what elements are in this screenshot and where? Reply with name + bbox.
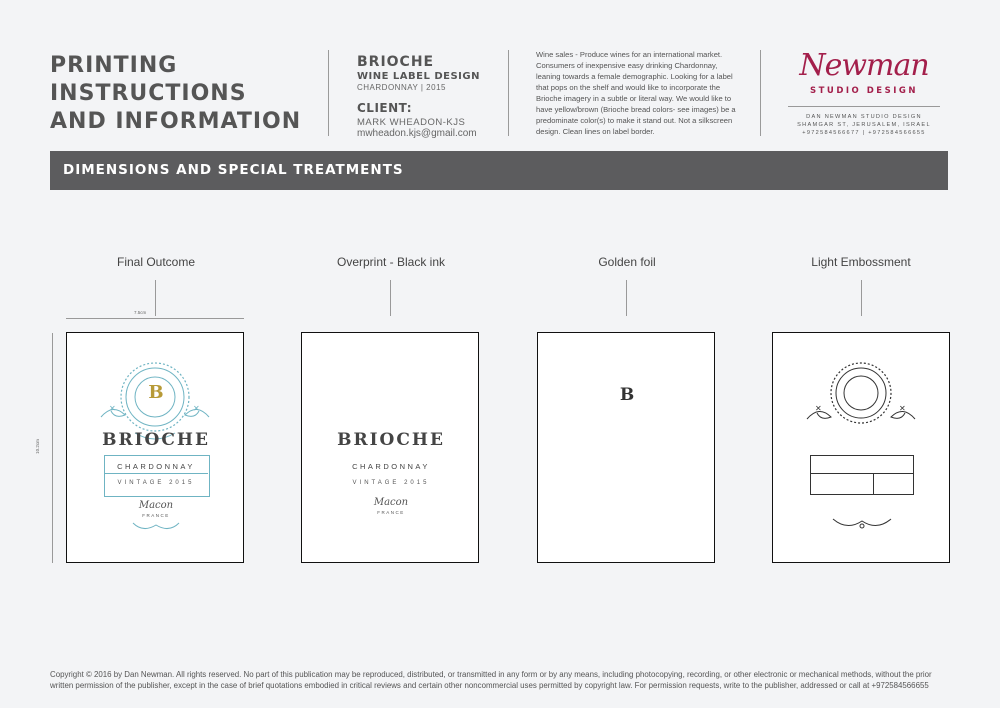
project-subtitle: WINE LABEL DESIGN [357, 71, 480, 82]
column-tick-overprint [390, 280, 391, 316]
project-info [357, 54, 480, 139]
varietal-overprint: CHARDONNAY [352, 462, 430, 471]
width-dimension-line [66, 318, 244, 319]
client-email[interactable]: mwheadon.kjs@gmail.com [357, 128, 477, 139]
brand-name-overprint: BRIOCHE [337, 430, 445, 450]
address-line-1: DAN NEWMAN STUDIO DESIGN [806, 114, 922, 120]
studio-address [778, 113, 950, 137]
width-dimension-label: 7.5cm [134, 310, 147, 315]
logo-studio: STUDIO DESIGN [810, 86, 918, 96]
project-name: BRIOCHE [357, 54, 435, 70]
page-title [50, 52, 301, 136]
copyright-footer: Copyright © 2016 by Dan Newman. All rights reserved. No part of this publication may be reproduced, distributed, or transmitted in any form or by any means, including photocopying, recording, or other electronic or mechanical methods, without the prior written permission of the publisher, except in the case of brief quotations embodied in critical reviews and certain other noncommercial uses permitted by copyright law. For permission requests, write to the publisher, addressed or call at +972584566655 [50, 670, 932, 690]
title-line-2: INSTRUCTIONS [50, 81, 247, 106]
monogram-gold: B [148, 382, 164, 403]
emboss-frame [810, 455, 914, 495]
emboss-frame-split [873, 473, 874, 495]
svg-text:✕: ✕ [193, 404, 200, 413]
header-divider-2 [508, 50, 509, 136]
column-label-foil: Golden foil [598, 255, 656, 269]
vintage-overprint: VINTAGE 2015 [352, 480, 430, 486]
region-script: Macon [138, 500, 174, 511]
section-banner [50, 151, 948, 190]
label-card-overprint [301, 332, 479, 563]
country: FRANCE [142, 513, 170, 518]
bottom-flourish [131, 519, 181, 533]
address-line-2: SHAMGAR ST, JERUSALEM, ISRAEL [797, 122, 931, 128]
title-line-1: PRINTING [50, 53, 178, 78]
svg-text:✕: ✕ [815, 404, 822, 413]
svg-text:✕: ✕ [899, 404, 906, 413]
address-line-3: +972584566677 | +972584566655 [802, 130, 926, 136]
height-dimension-label: 10.2cm [34, 439, 40, 454]
title-line-3: AND INFORMATION [50, 109, 302, 134]
emboss-flourish [831, 515, 893, 531]
emboss-frame-divider [810, 473, 914, 474]
varietal: CHARDONNAY [117, 462, 195, 471]
height-dimension-line [52, 333, 53, 563]
column-tick-foil [626, 280, 627, 316]
column-label-overprint: Overprint - Black ink [336, 255, 446, 269]
monogram-foil: B [619, 385, 635, 405]
label-card-final [66, 332, 244, 563]
country-overprint: FRANCE [377, 510, 405, 515]
column-label-final: Final Outcome [116, 255, 196, 269]
logo-script: Newman [799, 48, 929, 83]
column-tick-emboss [861, 280, 862, 316]
brand-name: BRIOCHE [102, 430, 210, 450]
label-card-emboss [772, 332, 950, 563]
vintage: VINTAGE 2015 [117, 480, 195, 486]
column-tick-final [155, 280, 156, 316]
studio-logo [778, 50, 950, 137]
seal-ornament-emboss [801, 357, 921, 429]
header-divider-3 [760, 50, 761, 136]
region-script-overprint: Macon [373, 497, 409, 508]
logo-rule [788, 106, 940, 107]
banner-title: DIMENSIONS AND SPECIAL TREATMENTS [63, 162, 404, 178]
client-name: MARK WHEADON-KJS [357, 117, 466, 128]
label-card-foil [537, 332, 715, 563]
column-label-emboss: Light Embossment [811, 255, 911, 269]
svg-text:✕: ✕ [109, 404, 116, 413]
project-detail: CHARDONNAY | 2015 [357, 83, 446, 92]
client-label: CLIENT: [357, 101, 412, 115]
varietal-frame-divider [104, 473, 208, 474]
header-divider-1 [328, 50, 329, 136]
project-brief: Wine sales - Produce wines for an international market. Consumers of inexpensive easy drinking Chardonnay, leaning towards a female demographic. Looking for a label that pops on the shelf and would like to incorporate the Brioche imagery in a subtle or literal way. We would like to have yellow/brown (Brioche bread colors- see images) be a predominate color(s) to make it stand out. Not a silkscreen design. Clean lines on label border. [536, 50, 736, 136]
